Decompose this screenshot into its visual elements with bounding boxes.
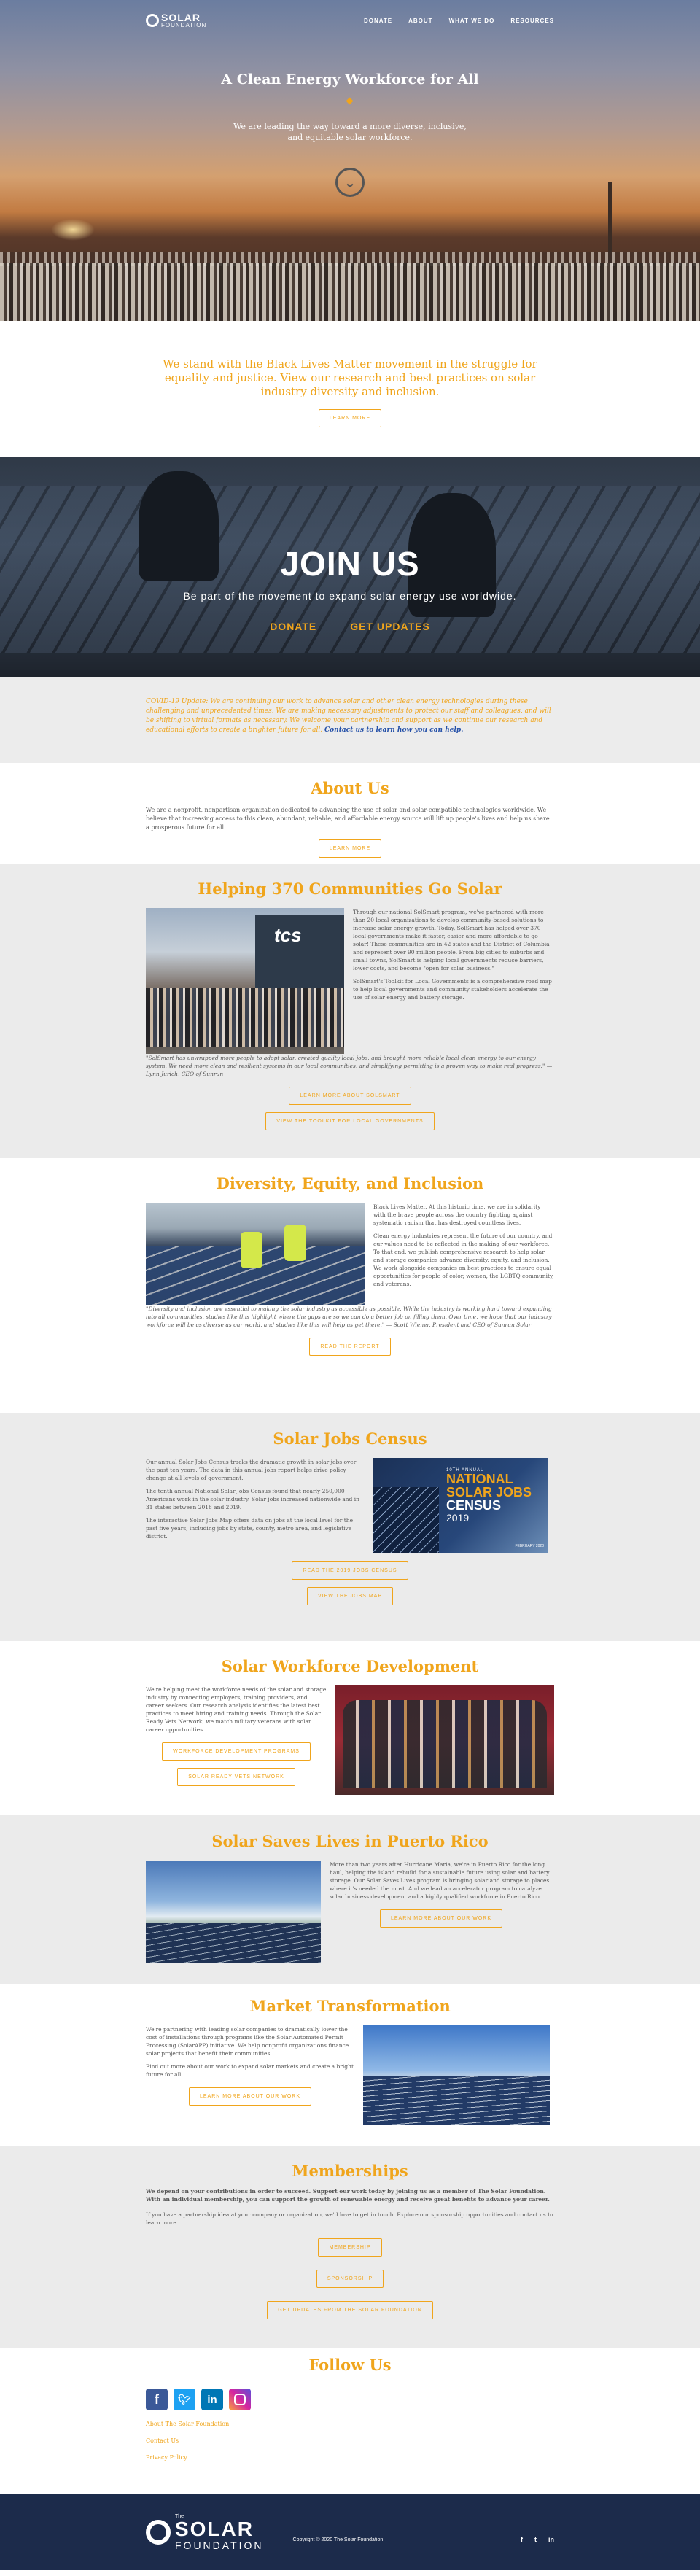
jobs-map-button[interactable]: VIEW THE JOBS MAP — [307, 1587, 393, 1605]
privacy-policy-link[interactable]: Privacy Policy — [146, 2454, 187, 2461]
market-section — [0, 1984, 700, 2146]
about-foundation-link[interactable]: About The Solar Foundation — [146, 2421, 230, 2427]
nav-resources[interactable]: RESOURCES — [510, 17, 554, 24]
covid-text: COVID-19 Update: We are continuing our work to advance solar and other clean energy technologies during these challenging and unprecedented times. We are making necessary adjustments to protect our staff and colleagues, and will be shifting to virtual formats as necessary. We welcome your partnership and support as we continue our research and educational efforts to create a brighter future for all. Contact us to learn how you can help. — [146, 698, 551, 734]
census-paragraph: The interactive Solar Jobs Map offers data on jobs at the local level for the past five years, including jobs by state, county, metro area, and legislative district. — [146, 1517, 354, 1540]
solar-array — [146, 1923, 321, 1963]
logo-ring-icon — [146, 2520, 171, 2545]
get-updates-button[interactable]: GET UPDATES — [350, 621, 430, 632]
footer-logo[interactable] — [146, 2514, 264, 2551]
puerto-rico-right — [330, 1861, 553, 1963]
solsmart-text — [353, 908, 554, 1054]
solsmart-quote: "SolSmart has unwrapped more people to adopt solar, created quality local jobs, and brought more reliable local clean energy to our energy system. We need more clean and resilient systems in our local communities, and simplifying permitting is a proven way to make real progress." — Lynn Jurich, CEO of Sunrun — [146, 1055, 553, 1077]
instagram-icon[interactable] — [229, 2389, 251, 2410]
market-left — [146, 2025, 354, 2125]
market-paragraph: We're partnering with leading solar companies to dramatically lower the cost of installations through programs like the Solar Automated Permit Processing (SolarAPP) initiative. We help nonprofit organizations finance solar projects that benefit their communities. — [146, 2026, 349, 2057]
diversity-paragraph: Clean energy industries represent the future of our country, and our values need to be reflected in the making of our workforce. To that end, we publish comprehensive research to help solar and storage companies advance diversity, equity, and inclusion. We work alongside companies on best practices to ensure equal opportunities for people of color, women, the LGBTQ community, and veterans. — [373, 1233, 554, 1287]
census-text — [146, 1458, 365, 1553]
footer-links — [146, 2421, 554, 2461]
footer-logo-the: The — [175, 2513, 184, 2519]
main-menu — [364, 18, 554, 24]
workforce-paragraph: We're helping meet the workforce needs of the solar and storage industry by connecting employers, training providers, and career seekers. Our research analysis identifies the latest best practices to meet hiring and training needs. Through the Solar Ready Vets Network, we match military veterans with solar career opportunities. — [146, 1686, 327, 1733]
memberships-paragraph: If you have a partnership idea at your company or organization, we'd love to get in touch. Explore our sponsorship opportunities and contact us to learn more. — [146, 2211, 553, 2226]
workforce-section — [0, 1641, 700, 1815]
diamond-icon — [346, 98, 354, 105]
scroll-down-icon[interactable]: ⌄ — [335, 168, 365, 197]
puerto-rico-section — [0, 1815, 700, 1984]
cover-panels — [373, 1487, 439, 1553]
blm-section — [0, 321, 700, 457]
social-icons — [146, 2389, 554, 2410]
membership-button[interactable]: MEMBERSHIP — [318, 2238, 381, 2257]
top-nav — [0, 0, 700, 41]
cover-kicker: 10TH ANNUAL — [446, 1468, 484, 1473]
puerto-rico-title: Solar Saves Lives in Puerto Rico — [211, 1832, 489, 1850]
memberships-section — [0, 2146, 700, 2348]
nav-what-we-do[interactable]: WHAT WE DO — [448, 17, 495, 24]
ready-vets-button[interactable]: SOLAR READY VETS NETWORK — [177, 1768, 295, 1786]
about-learn-more-button[interactable]: LEARN MORE — [319, 839, 381, 858]
site-logo[interactable] — [146, 12, 206, 28]
logo-ring-icon — [146, 14, 159, 27]
hero-title: A Clean Energy Workforce for All — [221, 71, 479, 88]
diversity-section — [0, 1158, 700, 1413]
copyright-text: Copyright © 2020 The Solar Foundation — [292, 2537, 384, 2542]
donate-button[interactable]: DONATE — [270, 621, 317, 632]
join-links — [0, 621, 700, 632]
sunset-glow — [51, 219, 95, 241]
read-report-button[interactable]: READ THE REPORT — [309, 1338, 390, 1356]
census-report-button[interactable]: READ THE 2019 JOBS CENSUS — [292, 1561, 408, 1580]
market-title: Market Transformation — [249, 1997, 451, 2015]
market-learn-more-button[interactable]: LEARN MORE ABOUT OUR WORK — [189, 2087, 311, 2106]
cover-date: FEBRUARY 2020 — [515, 1544, 544, 1548]
worker-vest — [284, 1225, 306, 1261]
learn-solsmart-button[interactable]: LEARN MORE ABOUT SOLSMART — [289, 1087, 411, 1105]
blm-learn-more-button[interactable]: LEARN MORE — [319, 409, 381, 427]
workforce-title: Solar Workforce Development — [221, 1657, 479, 1675]
join-title: JOIN US — [280, 545, 420, 583]
census-cover-image — [373, 1458, 548, 1553]
hero-subtitle: We are leading the way toward a more diverse, inclusive, and equitable solar workforce. — [233, 122, 467, 142]
footer-twitter-icon[interactable]: t — [534, 2536, 537, 2543]
solar-rows — [363, 2076, 550, 2125]
nav-donate[interactable]: DONATE — [363, 17, 393, 24]
facebook-icon[interactable]: f — [146, 2389, 168, 2410]
light-tower — [608, 182, 612, 263]
group-people — [146, 988, 344, 1047]
linkedin-icon[interactable]: in — [201, 2389, 223, 2410]
contact-link[interactable]: Contact us to learn how you can help. — [324, 726, 464, 734]
toolkit-button[interactable]: VIEW THE TOOLKIT FOR LOCAL GOVERNMENTS — [265, 1112, 434, 1130]
follow-title: Follow Us — [308, 2356, 392, 2374]
logo-subword: FOUNDATION — [161, 22, 207, 28]
census-title: Solar Jobs Census — [273, 1429, 427, 1448]
cover-line-1: NATIONAL — [446, 1472, 513, 1486]
footer-social — [521, 2536, 554, 2543]
join-subtitle: Be part of the movement to expand solar energy use worldwide. — [183, 590, 517, 602]
get-updates-foundation-button[interactable]: GET UPDATES FROM THE SOLAR FOUNDATION — [267, 2301, 433, 2319]
memberships-paragraph: We depend on your contributions in order to succeed. Support our work today by joining us as a member of The Solar Foundation. With an individual membership, you can support the growth of renewable energy and receive great benefits to advance your career. — [146, 2188, 550, 2203]
workforce-left — [146, 1685, 327, 1795]
solsmart-paragraph: Through our national SolSmart program, we've partnered with more than 20 local organizations to develop community-based solutions to increase solar energy growth. Today, SolSmart has helped over 370 local governments make it faster, easier and more affordable to go solar! These communities are in 42 states and the District of Columbia and represent over 90 million people. From big cities to suburbs and small towns, SolSmart is helping local governments reduce barriers, lower costs, and become "open for solar business." — [353, 909, 550, 971]
puerto-rico-learn-more-button[interactable]: LEARN MORE ABOUT OUR WORK — [380, 1909, 502, 1928]
tcs-sign: tcs — [274, 924, 302, 946]
cover-line-3: CENSUS — [446, 1498, 502, 1513]
census-paragraph: The tenth annual National Solar Jobs Census found that nearly 250,000 Americans work in the solar industry. Solar jobs increased nationwide and in 31 states between 2018 and 2019. — [146, 1488, 359, 1510]
footer-facebook-icon[interactable]: f — [521, 2536, 523, 2543]
footer-logo-subword: FOUNDATION — [175, 2539, 264, 2551]
solar-farm-photo — [363, 2025, 550, 2125]
footer-logo-word: SOLAR — [175, 2517, 254, 2540]
cover-line-2: SOLAR JOBS — [446, 1485, 532, 1500]
puerto-rico-solar-photo — [146, 1861, 321, 1963]
diversity-quote: "Diversity and inclusion are essential to making the solar industry as accessible as possible. While the industry is working hard toward expanding into all communities, studies like this highlight where the gaps are so we can do a better job on filling them. Over time, we hope that our industry workforce will be as diverse as our world, and studies like this will help us get there." — Scott Wiener, President and CEO of Sunrun Solar — [146, 1306, 552, 1328]
market-paragraph: Find out more about our work to expand solar markets and create a bright future for all. — [146, 2063, 354, 2078]
memberships-title: Memberships — [292, 2162, 408, 2180]
follow-section — [0, 2348, 700, 2494]
about-title: About Us — [311, 779, 389, 797]
solsmart-title: Helping 370 Communities Go Solar — [198, 880, 502, 898]
contact-us-link[interactable]: Contact Us — [146, 2437, 179, 2444]
logo-word: SOLAR — [161, 12, 201, 23]
sponsorship-button[interactable]: SPONSORSHIP — [316, 2270, 384, 2288]
diversity-text — [373, 1203, 554, 1305]
about-section — [0, 763, 700, 864]
census-paragraph: Our annual Solar Jobs Census tracks the dramatic growth in solar jobs over the past ten years. The data in this annual jobs report helps drive policy change at all levels of government. — [146, 1459, 357, 1481]
solsmart-paragraph: SolSmart's Toolkit for Local Governments is a comprehensive road map to help local governments and community stakeholders accelerate the use of solar energy and battery storage. — [353, 978, 552, 1001]
diversity-paragraph: Black Lives Matter. At this historic time, we are in solidarity with the brave people across the country fighting against systematic racism that has destroyed countless lives. — [373, 1203, 541, 1226]
cover-year: 2019 — [446, 1512, 470, 1524]
solsmart-section — [0, 864, 700, 1158]
crowd-foreground — [0, 263, 700, 321]
puerto-rico-paragraph: More than two years after Hurricane Maria, we're in Puerto Rico for the long haul, helping the island rebuild for a sustainable future using solar and battery storage. Our Solar Saves Lives program is bringing solar and storage to places where it's needed the most. And we lead an accelerator program to catalyze solar business development and a highly qualified workforce in Puerto Rico. — [330, 1861, 550, 1900]
workforce-programs-button[interactable]: WORKFORCE DEVELOPMENT PROGRAMS — [162, 1742, 311, 1761]
worker-vest — [241, 1232, 262, 1268]
diversity-title: Diversity, Equity, and Inclusion — [216, 1174, 484, 1192]
team-people — [343, 1700, 547, 1788]
twitter-icon[interactable]: 🐦︎ — [174, 2389, 195, 2410]
workers-installing-photo — [146, 1203, 365, 1305]
nav-about[interactable]: ABOUT — [408, 17, 433, 24]
covid-notice — [0, 677, 700, 763]
solsmart-group-photo — [146, 908, 344, 1054]
join-section — [0, 457, 700, 677]
site-footer — [0, 2494, 700, 2570]
footer-linkedin-icon[interactable]: in — [548, 2536, 554, 2543]
hero-section — [0, 0, 700, 321]
about-text: We are a nonprofit, nonpartisan organization dedicated to advancing the use of solar and solar-compatible technologies worldwide. We believe that increasing access to this clean, abundant, reliable, and affordable energy source will lift up people's lives and help us share a prosperous future for all. — [146, 807, 550, 831]
census-section — [0, 1413, 700, 1641]
workforce-team-photo — [335, 1685, 554, 1795]
blm-statement: We stand with the Black Lives Matter movement in the struggle for equality and justice. View our research and best practices on solar industry diversity and inclusion. — [163, 357, 537, 398]
